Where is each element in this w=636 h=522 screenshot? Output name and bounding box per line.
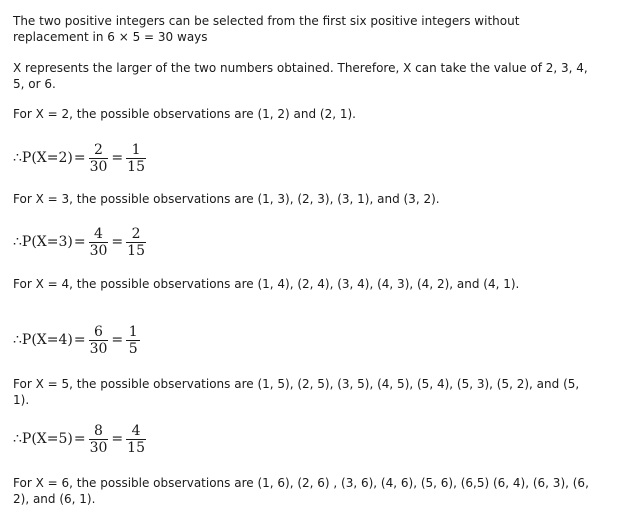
fraction-simplified — [126, 423, 146, 456]
case-x4-paragraph: For X = 4, the possible observations are (1, 4), (2, 4), (3, 4), (4, 3), (4, 2), and (4, 1). — [13, 277, 520, 291]
denominator: 15 — [127, 158, 145, 175]
probability-equation-x4 — [13, 322, 142, 358]
equation-lhs: ∴P(X=3) — [13, 234, 73, 250]
denominator: 30 — [89, 439, 108, 456]
numerator: 4 — [131, 422, 141, 439]
fraction-unsimplified — [89, 423, 109, 456]
case-x5-paragraph: For X = 5, the possible observations are (1, 5), (2, 5), (3, 5), (4, 5), (5, 4), (5, 3), (5, 2), and (5, 1). — [13, 377, 580, 407]
fraction-simplified — [126, 142, 146, 175]
equals-sign: = — [73, 234, 86, 250]
equals-sign: = — [73, 332, 86, 348]
numerator: 8 — [94, 422, 103, 439]
probability-equation-x3 — [13, 224, 148, 260]
equals-sign: = — [73, 431, 86, 447]
denominator: 15 — [127, 439, 145, 456]
equals-sign: = — [111, 150, 124, 166]
denominator: 15 — [127, 242, 145, 259]
numerator: 4 — [94, 225, 103, 242]
equals-sign: = — [73, 150, 86, 166]
equation-lhs: ∴P(X=2) — [13, 150, 73, 166]
fraction-simplified — [126, 226, 146, 259]
case-x6-paragraph: For X = 6, the possible observations are (1, 6), (2, 6) , (3, 6), (4, 6), (5, 6), (6,5) (6, 4), (6, 3), (6, 2), and (6, 1). — [13, 476, 589, 506]
denominator: 30 — [89, 158, 108, 175]
numerator: 6 — [94, 323, 103, 340]
equation-lhs: ∴P(X=5) — [13, 431, 73, 447]
equals-sign: = — [111, 332, 124, 348]
denominator: 5 — [128, 340, 138, 357]
equals-sign: = — [111, 234, 124, 250]
equals-sign: = — [111, 431, 124, 447]
denominator: 30 — [89, 340, 108, 357]
fraction-simplified — [126, 324, 140, 357]
numerator: 1 — [128, 323, 138, 340]
case-x2-paragraph: For X = 2, the possible observations are (1, 2) and (2, 1). — [13, 107, 356, 121]
fraction-unsimplified — [89, 142, 109, 175]
numerator: 2 — [94, 141, 103, 158]
intro-paragraph: The two positive integers can be selected from the first six positive integers without replacement in 6 × 5 = 30 ways — [13, 14, 520, 44]
case-x3-paragraph: For X = 3, the possible observations are (1, 3), (2, 3), (3, 1), and (3, 2). — [13, 192, 440, 206]
denominator: 30 — [89, 242, 108, 259]
fraction-unsimplified — [89, 226, 109, 259]
numerator: 2 — [131, 225, 141, 242]
probability-equation-x5 — [13, 421, 148, 457]
probability-equation-x2 — [13, 140, 148, 176]
fraction-unsimplified — [89, 324, 109, 357]
numerator: 1 — [131, 141, 141, 158]
random-variable-paragraph: X represents the larger of the two numbers obtained. Therefore, X can take the value of 2, 3, 4, 5, or 6. — [13, 61, 588, 91]
equation-lhs: ∴P(X=4) — [13, 332, 73, 348]
